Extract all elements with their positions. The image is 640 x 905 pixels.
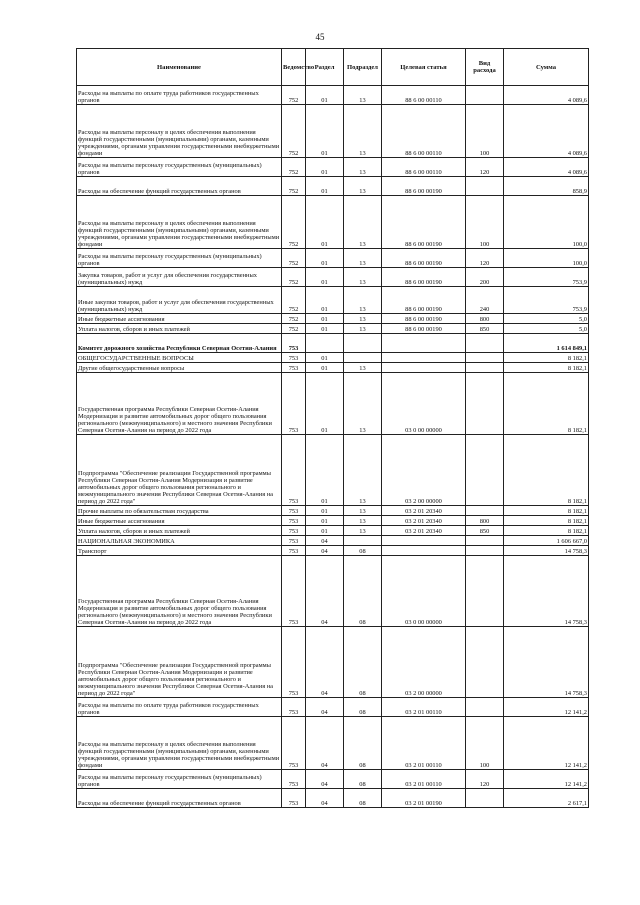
row-vid-rashoda-cell: 120 (466, 770, 504, 789)
row-name-cell: Государственная программа Республики Северная Осетия-Алания Модернизация и развитие автомобильных дорог общего пользования регионального (межмуниципального) и местного значения Республики Северная Осетия-Алания на период до 2022 года (77, 556, 282, 627)
row-vid-rashoda-cell: 120 (466, 249, 504, 268)
row-podrazdel-cell: 13 (344, 158, 382, 177)
row-razdel-cell (306, 334, 344, 353)
row-celevaya-statya-cell (382, 334, 466, 353)
row-summa-cell: 5,0 (504, 314, 589, 324)
row-podrazdel-cell: 13 (344, 177, 382, 196)
row-razdel-cell: 04 (306, 546, 344, 556)
row-podrazdel-cell: 08 (344, 698, 382, 717)
row-vedomstvo-cell: 753 (282, 373, 306, 435)
row-vid-rashoda-cell (466, 373, 504, 435)
row-vid-rashoda-cell (466, 353, 504, 363)
row-vid-rashoda-cell: 100 (466, 717, 504, 770)
row-summa-cell: 858,9 (504, 177, 589, 196)
row-celevaya-statya-cell: 03 2 01 20340 (382, 526, 466, 536)
table-row (77, 770, 589, 789)
row-vid-rashoda-cell (466, 698, 504, 717)
row-summa-cell: 8 182,1 (504, 435, 589, 506)
row-vedomstvo-cell: 752 (282, 287, 306, 314)
row-vedomstvo-cell: 753 (282, 698, 306, 717)
row-celevaya-statya-cell: 03 2 01 20340 (382, 516, 466, 526)
row-summa-cell: 4 089,6 (504, 105, 589, 158)
row-vid-rashoda-cell (466, 627, 504, 698)
row-podrazdel-cell: 13 (344, 526, 382, 536)
row-vid-rashoda-cell (466, 536, 504, 546)
table-row (77, 249, 589, 268)
row-summa-cell: 753,9 (504, 287, 589, 314)
row-celevaya-statya-cell: 88 6 00 00190 (382, 196, 466, 249)
row-summa-cell: 8 182,1 (504, 373, 589, 435)
row-vedomstvo-cell: 753 (282, 363, 306, 373)
row-name-cell: Иные закупки товаров, работ и услуг для обеспечения государственных (муниципальных) нужд (77, 287, 282, 314)
row-vedomstvo-cell: 753 (282, 526, 306, 536)
row-name-cell: Расходы на выплаты персоналу в целях обеспечения выполнения функций государственными (муниципальными) органами, казенными учреждениями, органами управления государственными внебюджетными фондами (77, 196, 282, 249)
table-row (77, 363, 589, 373)
row-vid-rashoda-cell: 800 (466, 516, 504, 526)
table-row (77, 373, 589, 435)
row-summa-cell: 1 606 667,0 (504, 536, 589, 546)
row-vedomstvo-cell: 753 (282, 334, 306, 353)
row-name-cell: Уплата налогов, сборов и иных платежей (77, 324, 282, 334)
row-vedomstvo-cell: 753 (282, 506, 306, 516)
row-podrazdel-cell: 13 (344, 249, 382, 268)
row-name-cell: Подпрограмма "Обеспечение реализации Государственной программы Республики Северная Осетия-Алания Модернизация и развитие автомобильных дорог общего пользования регионального и межмуниципального значения Республики Северная Осетия-Алания на период до 2022 года" (77, 435, 282, 506)
table-row (77, 698, 589, 717)
row-vid-rashoda-cell (466, 86, 504, 105)
row-name-cell: Уплата налогов, сборов и иных платежей (77, 526, 282, 536)
row-vedomstvo-cell: 753 (282, 516, 306, 526)
row-razdel-cell: 04 (306, 789, 344, 808)
row-podrazdel-cell: 13 (344, 287, 382, 314)
row-celevaya-statya-cell: 88 6 00 00190 (382, 314, 466, 324)
row-summa-cell: 100,0 (504, 196, 589, 249)
row-vid-rashoda-cell (466, 546, 504, 556)
table-row (77, 268, 589, 287)
row-name-cell: Расходы на выплаты персоналу государственных (муниципальных) органов (77, 249, 282, 268)
budget-table (76, 48, 589, 808)
row-summa-cell: 14 758,3 (504, 556, 589, 627)
table-row (77, 789, 589, 808)
row-name-cell: НАЦИОНАЛЬНАЯ ЭКОНОМИКА (77, 536, 282, 546)
row-celevaya-statya-cell (382, 536, 466, 546)
row-vid-rashoda-cell: 100 (466, 196, 504, 249)
row-name-cell: Другие общегосударственные вопросы (77, 363, 282, 373)
row-razdel-cell: 04 (306, 536, 344, 546)
row-celevaya-statya-cell (382, 546, 466, 556)
row-celevaya-statya-cell: 88 6 00 00190 (382, 324, 466, 334)
row-name-cell: Расходы на обеспечение функций государственных органов (77, 789, 282, 808)
row-celevaya-statya-cell: 03 2 01 20340 (382, 506, 466, 516)
row-summa-cell: 12 141,2 (504, 717, 589, 770)
row-podrazdel-cell: 13 (344, 506, 382, 516)
row-celevaya-statya-cell: 88 6 00 00190 (382, 287, 466, 314)
row-razdel-cell: 01 (306, 373, 344, 435)
row-celevaya-statya-cell: 88 6 00 00190 (382, 268, 466, 287)
row-vedomstvo-cell: 752 (282, 196, 306, 249)
row-name-cell: Расходы на выплаты персоналу в целях обеспечения выполнения функций государственными (муниципальными) органами, казенными учреждениями, органами управления государственными внебюджетными фондами (77, 717, 282, 770)
row-celevaya-statya-cell: 88 6 00 00190 (382, 177, 466, 196)
row-razdel-cell: 01 (306, 516, 344, 526)
row-summa-cell: 8 182,1 (504, 516, 589, 526)
row-podrazdel-cell: 08 (344, 546, 382, 556)
row-podrazdel-cell (344, 353, 382, 363)
row-podrazdel-cell (344, 536, 382, 546)
row-celevaya-statya-cell: 03 2 01 00190 (382, 789, 466, 808)
table-row (77, 314, 589, 324)
row-name-cell: Прочие выплаты по обязательствам государства (77, 506, 282, 516)
row-razdel-cell: 04 (306, 770, 344, 789)
table-row (77, 196, 589, 249)
table-row (77, 516, 589, 526)
row-summa-cell: 8 182,1 (504, 353, 589, 363)
row-vedomstvo-cell: 753 (282, 717, 306, 770)
row-vedomstvo-cell: 753 (282, 536, 306, 546)
row-celevaya-statya-cell: 03 2 01 00110 (382, 770, 466, 789)
row-vid-rashoda-cell (466, 363, 504, 373)
table-row (77, 435, 589, 506)
row-vedomstvo-cell: 753 (282, 435, 306, 506)
row-podrazdel-cell: 13 (344, 86, 382, 105)
row-summa-cell: 2 617,1 (504, 789, 589, 808)
row-razdel-cell: 01 (306, 86, 344, 105)
row-vid-rashoda-cell (466, 435, 504, 506)
row-vid-rashoda-cell: 800 (466, 314, 504, 324)
row-summa-cell: 753,9 (504, 268, 589, 287)
row-vid-rashoda-cell: 850 (466, 526, 504, 536)
row-summa-cell: 8 182,1 (504, 526, 589, 536)
table-row (77, 177, 589, 196)
header-celevaya-statya: Целевая статья (382, 49, 466, 86)
row-vedomstvo-cell: 752 (282, 324, 306, 334)
row-vid-rashoda-cell: 850 (466, 324, 504, 334)
row-name-cell: Государственная программа Республики Северная Осетия-Алания Модернизация и развитие автомобильных дорог общего пользования регионального (межмуниципального) и местного значения Республики Северная Осетия-Алания на период до 2022 года (77, 373, 282, 435)
row-name-cell: Расходы на обеспечение функций государственных органов (77, 177, 282, 196)
row-summa-cell: 12 141,2 (504, 770, 589, 789)
row-celevaya-statya-cell (382, 363, 466, 373)
row-podrazdel-cell: 13 (344, 516, 382, 526)
row-vedomstvo-cell: 753 (282, 546, 306, 556)
table-row (77, 546, 589, 556)
row-razdel-cell: 04 (306, 717, 344, 770)
header-vedomstvo: Ведомство (282, 49, 306, 86)
header-vid-rashoda: Вид расхода (466, 49, 504, 86)
row-razdel-cell: 04 (306, 627, 344, 698)
row-razdel-cell: 01 (306, 158, 344, 177)
table-row (77, 526, 589, 536)
header-name: Наименование (77, 49, 282, 86)
row-podrazdel-cell: 13 (344, 314, 382, 324)
row-vid-rashoda-cell (466, 556, 504, 627)
row-summa-cell: 14 758,3 (504, 546, 589, 556)
row-celevaya-statya-cell: 03 0 00 00000 (382, 556, 466, 627)
header-podrazdel: Подраздел (344, 49, 382, 86)
row-vedomstvo-cell: 753 (282, 627, 306, 698)
row-name-cell: Закупка товаров, работ и услуг для обеспечения государственных (муниципальных) нужд (77, 268, 282, 287)
row-vedomstvo-cell: 752 (282, 105, 306, 158)
table-row (77, 105, 589, 158)
row-vedomstvo-cell: 753 (282, 789, 306, 808)
row-vid-rashoda-cell (466, 177, 504, 196)
row-razdel-cell: 01 (306, 324, 344, 334)
row-vid-rashoda-cell: 100 (466, 105, 504, 158)
row-razdel-cell: 01 (306, 105, 344, 158)
row-name-cell: Транспорт (77, 546, 282, 556)
row-celevaya-statya-cell: 03 2 01 00110 (382, 698, 466, 717)
row-podrazdel-cell: 13 (344, 196, 382, 249)
row-celevaya-statya-cell: 88 6 00 00110 (382, 105, 466, 158)
row-celevaya-statya-cell: 03 2 00 00000 (382, 627, 466, 698)
row-celevaya-statya-cell: 88 6 00 00110 (382, 158, 466, 177)
table-row (77, 717, 589, 770)
row-vedomstvo-cell: 752 (282, 177, 306, 196)
row-vedomstvo-cell: 753 (282, 556, 306, 627)
row-celevaya-statya-cell: 88 6 00 00190 (382, 249, 466, 268)
row-vedomstvo-cell: 753 (282, 353, 306, 363)
row-razdel-cell: 01 (306, 506, 344, 516)
row-summa-cell: 12 141,2 (504, 698, 589, 717)
row-podrazdel-cell: 13 (344, 435, 382, 506)
row-podrazdel-cell: 08 (344, 717, 382, 770)
row-podrazdel-cell: 08 (344, 556, 382, 627)
row-vedomstvo-cell: 753 (282, 770, 306, 789)
row-razdel-cell: 04 (306, 556, 344, 627)
page-number: 45 (315, 32, 325, 42)
table-row (77, 506, 589, 516)
row-podrazdel-cell: 08 (344, 627, 382, 698)
row-vedomstvo-cell: 752 (282, 86, 306, 105)
row-name-cell: Расходы на выплаты персоналу в целях обеспечения выполнения функций государственными (муниципальными) органами, казенными учреждениями, органами управления государственными внебюджетными фондами (77, 105, 282, 158)
row-podrazdel-cell: 13 (344, 105, 382, 158)
row-summa-cell: 5,0 (504, 324, 589, 334)
row-vedomstvo-cell: 752 (282, 314, 306, 324)
row-vid-rashoda-cell: 240 (466, 287, 504, 314)
row-summa-cell: 100,0 (504, 249, 589, 268)
row-podrazdel-cell: 08 (344, 770, 382, 789)
row-celevaya-statya-cell: 03 0 00 00000 (382, 373, 466, 435)
row-name-cell: Иные бюджетные ассигнования (77, 314, 282, 324)
row-summa-cell: 4 089,6 (504, 158, 589, 177)
table-row (77, 627, 589, 698)
row-podrazdel-cell: 13 (344, 324, 382, 334)
row-vid-rashoda-cell (466, 789, 504, 808)
row-podrazdel-cell: 13 (344, 373, 382, 435)
row-summa-cell: 1 614 849,1 (504, 334, 589, 353)
table-row (77, 158, 589, 177)
row-name-cell: Расходы на выплаты по оплате труда работников государственных органов (77, 86, 282, 105)
table-body (77, 86, 589, 808)
table-header-row (77, 49, 589, 86)
row-celevaya-statya-cell: 88 6 00 00110 (382, 86, 466, 105)
row-razdel-cell: 01 (306, 526, 344, 536)
header-razdel: Раздел (306, 49, 344, 86)
row-vid-rashoda-cell: 200 (466, 268, 504, 287)
row-summa-cell: 8 182,1 (504, 363, 589, 373)
row-name-cell: Расходы на выплаты персоналу государственных (муниципальных) органов (77, 158, 282, 177)
row-vedomstvo-cell: 752 (282, 158, 306, 177)
row-summa-cell: 14 758,3 (504, 627, 589, 698)
row-summa-cell: 4 089,6 (504, 86, 589, 105)
row-celevaya-statya-cell: 03 2 01 00110 (382, 717, 466, 770)
row-razdel-cell: 01 (306, 287, 344, 314)
table-row (77, 287, 589, 314)
row-vedomstvo-cell: 752 (282, 268, 306, 287)
row-razdel-cell: 01 (306, 249, 344, 268)
table-row (77, 324, 589, 334)
row-name-cell: Комитет дорожного хозяйства Республики Северная Осетия-Алания (77, 334, 282, 353)
row-celevaya-statya-cell: 03 2 00 00000 (382, 435, 466, 506)
row-name-cell: Расходы на выплаты персоналу государственных (муниципальных) органов (77, 770, 282, 789)
row-razdel-cell: 01 (306, 353, 344, 363)
row-celevaya-statya-cell (382, 353, 466, 363)
row-podrazdel-cell (344, 334, 382, 353)
row-razdel-cell: 04 (306, 698, 344, 717)
row-name-cell: ОБЩЕГОСУДАРСТВЕННЫЕ ВОПРОСЫ (77, 353, 282, 363)
row-razdel-cell: 01 (306, 363, 344, 373)
table-row (77, 86, 589, 105)
row-podrazdel-cell: 08 (344, 789, 382, 808)
row-name-cell: Иные бюджетные ассигнования (77, 516, 282, 526)
row-vid-rashoda-cell (466, 334, 504, 353)
row-name-cell: Расходы на выплаты по оплате труда работников государственных органов (77, 698, 282, 717)
row-razdel-cell: 01 (306, 268, 344, 287)
row-razdel-cell: 01 (306, 314, 344, 324)
table-row (77, 353, 589, 363)
table-row (77, 556, 589, 627)
table-row (77, 334, 589, 353)
row-vid-rashoda-cell (466, 506, 504, 516)
header-summa: Сумма (504, 49, 589, 86)
row-podrazdel-cell: 13 (344, 363, 382, 373)
row-summa-cell: 8 182,1 (504, 506, 589, 516)
row-vid-rashoda-cell: 120 (466, 158, 504, 177)
row-razdel-cell: 01 (306, 196, 344, 249)
row-name-cell: Подпрограмма "Обеспечение реализации Государственной программы Республики Северная Осетия-Алания Модернизация и развитие автомобильных дорог общего пользования регионального и межмуниципального значения Республики Северная Осетия-Алания на период до 2022 года" (77, 627, 282, 698)
row-razdel-cell: 01 (306, 435, 344, 506)
row-podrazdel-cell: 13 (344, 268, 382, 287)
row-razdel-cell: 01 (306, 177, 344, 196)
row-vedomstvo-cell: 752 (282, 249, 306, 268)
table-row (77, 536, 589, 546)
